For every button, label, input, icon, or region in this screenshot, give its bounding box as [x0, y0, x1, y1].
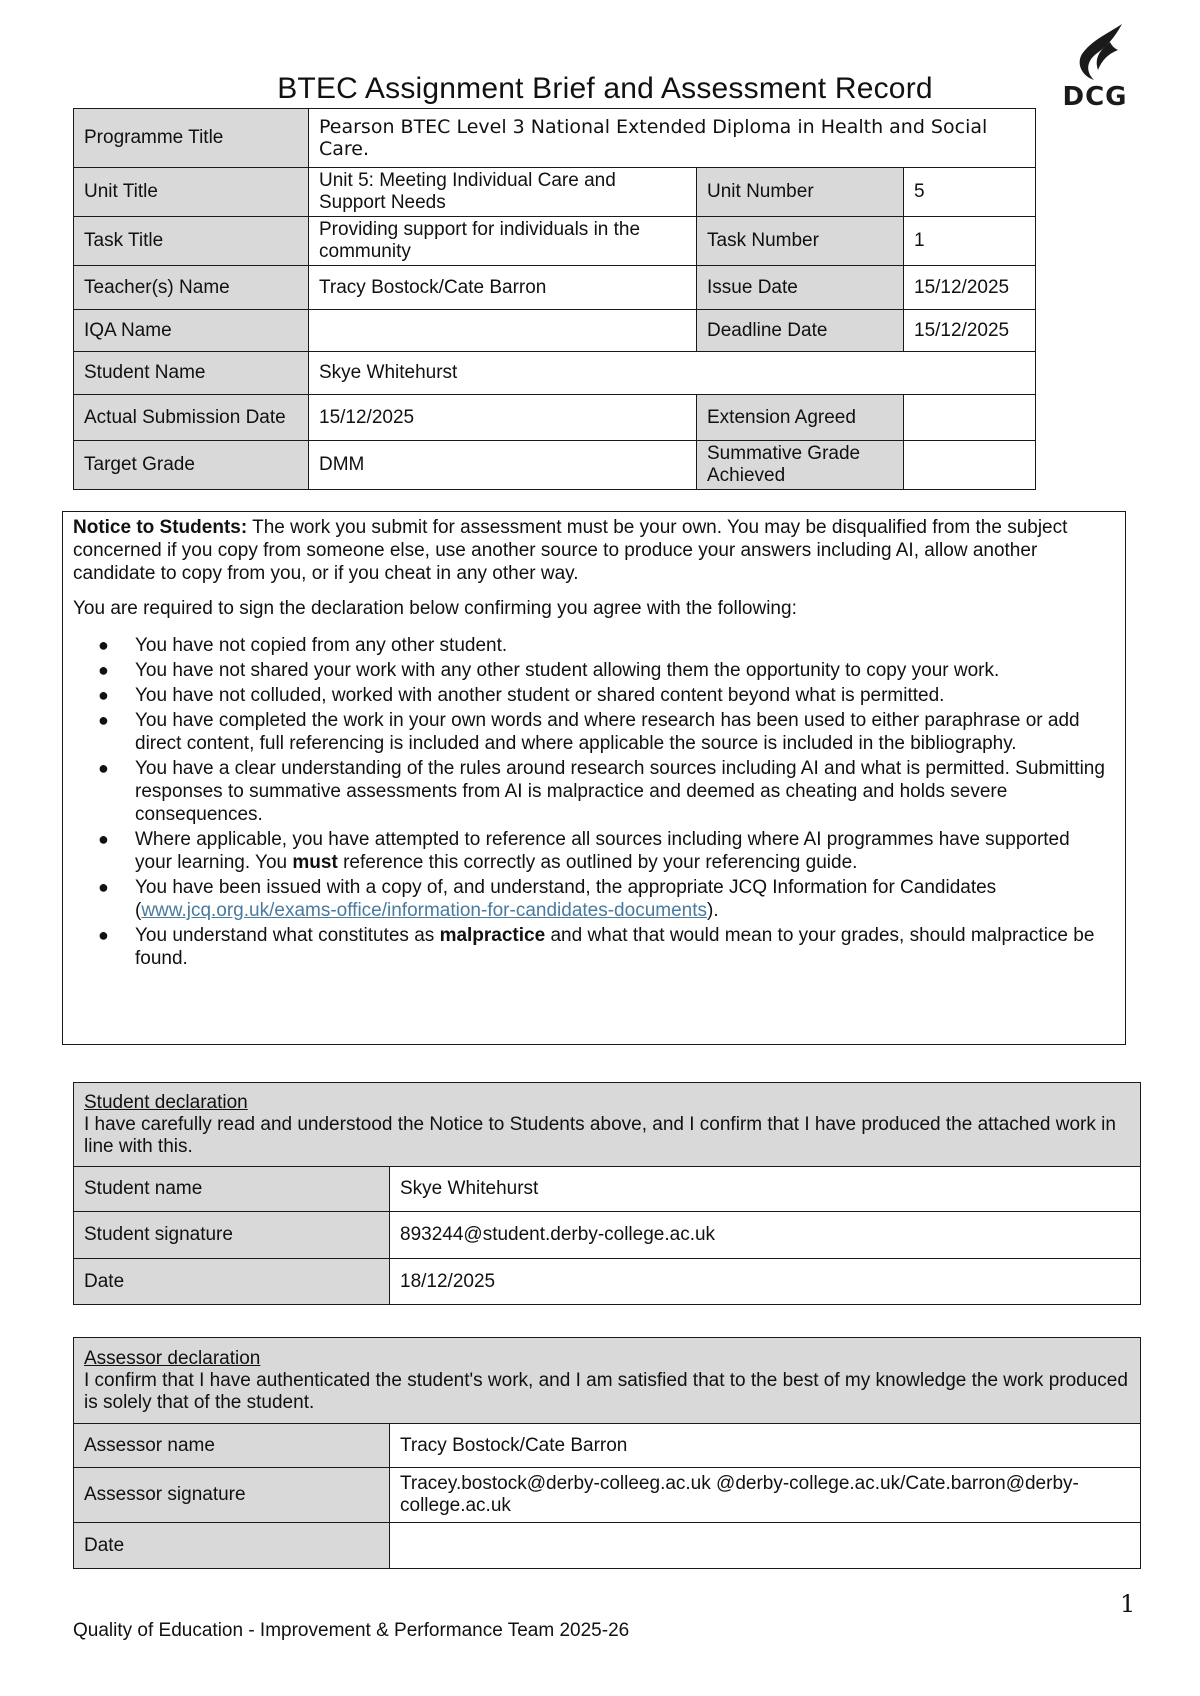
iqa-label: IQA Name: [74, 310, 309, 352]
programme-title-value: Pearson BTEC Level 3 National Extended Diploma in Health and Social Care.: [309, 109, 1036, 168]
assessor-declaration-heading: Assessor declaration: [84, 1347, 261, 1369]
list-item-text: You have not copied from any other student.: [135, 635, 508, 656]
unit-title-value: Unit 5: Meeting Individual Care and Support Needs: [309, 168, 697, 217]
unit-number-value: 5: [904, 168, 1036, 217]
list-item-text: ).: [707, 900, 719, 921]
list-item: [98, 757, 1115, 826]
submission-label: Actual Submission Date: [74, 395, 309, 441]
student-name-value: Skye Whitehurst: [309, 352, 1036, 395]
list-item-text: You have completed the work in your own words and where research has been used to either paraphrase or add direct content, full referencing is included and where applicable the source is included in the bibliography.: [135, 710, 1080, 754]
student-declaration-text: I have carefully read and understood the Notice to Students above, and I confirm that I have produced the attached work in line with this.: [84, 1113, 1116, 1157]
assessor-declaration-text: I confirm that I have authenticated the student's work, and I am satisfied that to the best of my knowledge the work produced is solely that of the student.: [84, 1369, 1128, 1413]
emphasis-text: must: [292, 852, 338, 873]
logo-text: DCG: [1062, 82, 1128, 112]
extension-value: [904, 395, 1036, 441]
assessor-declaration-header: [74, 1338, 1141, 1424]
bullet-icon: ●: [98, 877, 109, 897]
list-item-text: reference this correctly as outlined by your referencing guide.: [343, 852, 858, 873]
teacher-label: Teacher(s) Name: [74, 266, 309, 310]
emphasis-text: malpractice: [439, 925, 546, 946]
list-item: [98, 924, 1115, 970]
list-item: [98, 634, 1115, 657]
notice-heading: Notice to Students:: [73, 517, 248, 538]
jcq-link[interactable]: www.jcq.org.uk/exams-office/information-for-candidates-documents: [141, 900, 707, 921]
notice-required: You are required to sign the declaration below confirming you agree with the following:: [73, 598, 797, 619]
list-item-text: You understand what constitutes as: [135, 925, 435, 946]
deadline-value: 15/12/2025: [904, 310, 1036, 352]
iqa-value: [309, 310, 697, 352]
issue-date-value: 15/12/2025: [904, 266, 1036, 310]
page-number: 1: [1120, 1590, 1136, 1618]
list-item: [98, 684, 1115, 707]
extension-label: Extension Agreed: [697, 395, 904, 441]
list-item-text: You have a clear understanding of the rules around research sources including AI and what is permitted. Submitting responses to summative assessments from AI is malpractice and deemed as cheating and holds severe consequences.: [135, 758, 1105, 825]
unit-title-label: Unit Title: [74, 168, 309, 217]
student-name-row-label: Student name: [74, 1167, 390, 1212]
bullet-icon: ●: [98, 685, 109, 705]
bullet-icon: ●: [98, 660, 109, 680]
list-item: [98, 659, 1115, 682]
assessor-date-value: [390, 1523, 1141, 1569]
issue-date-label: Issue Date: [697, 266, 904, 310]
brief-table: [73, 108, 1036, 490]
list-item: [98, 876, 1115, 922]
notice-box: [62, 511, 1126, 1045]
footer-text: Quality of Education - Improvement & Performance Team 2025-26: [73, 1620, 630, 1641]
student-declaration-header: [74, 1083, 1141, 1167]
assessor-name-label: Assessor name: [74, 1424, 390, 1468]
summative-grade-value: [904, 441, 1036, 490]
unit-number-label: Unit Number: [697, 168, 904, 217]
list-item-text: You have not shared your work with any other student allowing them the opportunity to copy your work.: [135, 660, 1000, 681]
page-title: BTEC Assignment Brief and Assessment Record: [277, 72, 933, 105]
bullet-icon: ●: [98, 635, 109, 655]
task-title-value: Providing support for individuals in the community: [309, 217, 697, 266]
student-declaration-table: [73, 1082, 1141, 1305]
student-name-label: Student Name: [74, 352, 309, 395]
task-number-value: 1: [904, 217, 1036, 266]
bullet-icon: ●: [98, 829, 109, 849]
task-number-label: Task Number: [697, 217, 904, 266]
bullet-icon: ●: [98, 925, 109, 945]
teacher-value: Tracy Bostock/Cate Barron: [309, 266, 697, 310]
student-signature-value: 893244@student.derby-college.ac.uk: [390, 1212, 1141, 1259]
dcg-logo: [1052, 20, 1138, 115]
student-date-value: 18/12/2025: [390, 1259, 1141, 1305]
student-signature-label: Student signature: [74, 1212, 390, 1259]
notice-intro-text: The work you submit for assessment must be your own. You may be disqualified from the subject concerned if you copy from someone else, use another source to produce your answers including AI, allow another candidate to copy from you, or if you cheat in any other way.: [73, 517, 1068, 584]
bullet-icon: ●: [98, 758, 109, 778]
assessor-date-label: Date: [74, 1523, 390, 1569]
target-grade-value: DMM: [309, 441, 697, 490]
swoosh-logo-icon: [1052, 20, 1138, 84]
summative-grade-label: Summative Grade Achieved: [697, 441, 904, 490]
programme-title-label: Programme Title: [74, 109, 309, 168]
student-name-row-value: Skye Whitehurst: [390, 1167, 1141, 1212]
list-item-text: You have been issued with a copy of, and understand, the appropriate JCQ Information for Candidates (: [135, 877, 997, 921]
list-item-text: and what that would mean to your grades, should malpractice be found.: [135, 925, 1095, 969]
student-date-label: Date: [74, 1259, 390, 1305]
list-item-text: Where applicable, you have attempted to reference all sources including where AI programmes have supported your learning. You: [135, 829, 1070, 873]
list-item: [98, 709, 1115, 755]
assessor-declaration-table: [73, 1337, 1141, 1569]
bullet-icon: ●: [98, 710, 109, 730]
assessor-signature-value: Tracey.bostock@derby-colleeg.ac.uk @derby-college.ac.uk/Cate.barron@derby-college.ac.uk: [390, 1468, 1141, 1523]
target-grade-label: Target Grade: [74, 441, 309, 490]
list-item-text: You have not colluded, worked with another student or shared content beyond what is permitted.: [135, 685, 945, 706]
assessor-signature-label: Assessor signature: [74, 1468, 390, 1523]
deadline-label: Deadline Date: [697, 310, 904, 352]
notice-list: [73, 634, 1115, 970]
task-title-label: Task Title: [74, 217, 309, 266]
assessor-name-value: Tracy Bostock/Cate Barron: [390, 1424, 1141, 1468]
notice-intro: [73, 516, 1115, 585]
list-item: [98, 828, 1115, 874]
student-declaration-heading: Student declaration: [84, 1091, 248, 1113]
submission-value: 15/12/2025: [309, 395, 697, 441]
